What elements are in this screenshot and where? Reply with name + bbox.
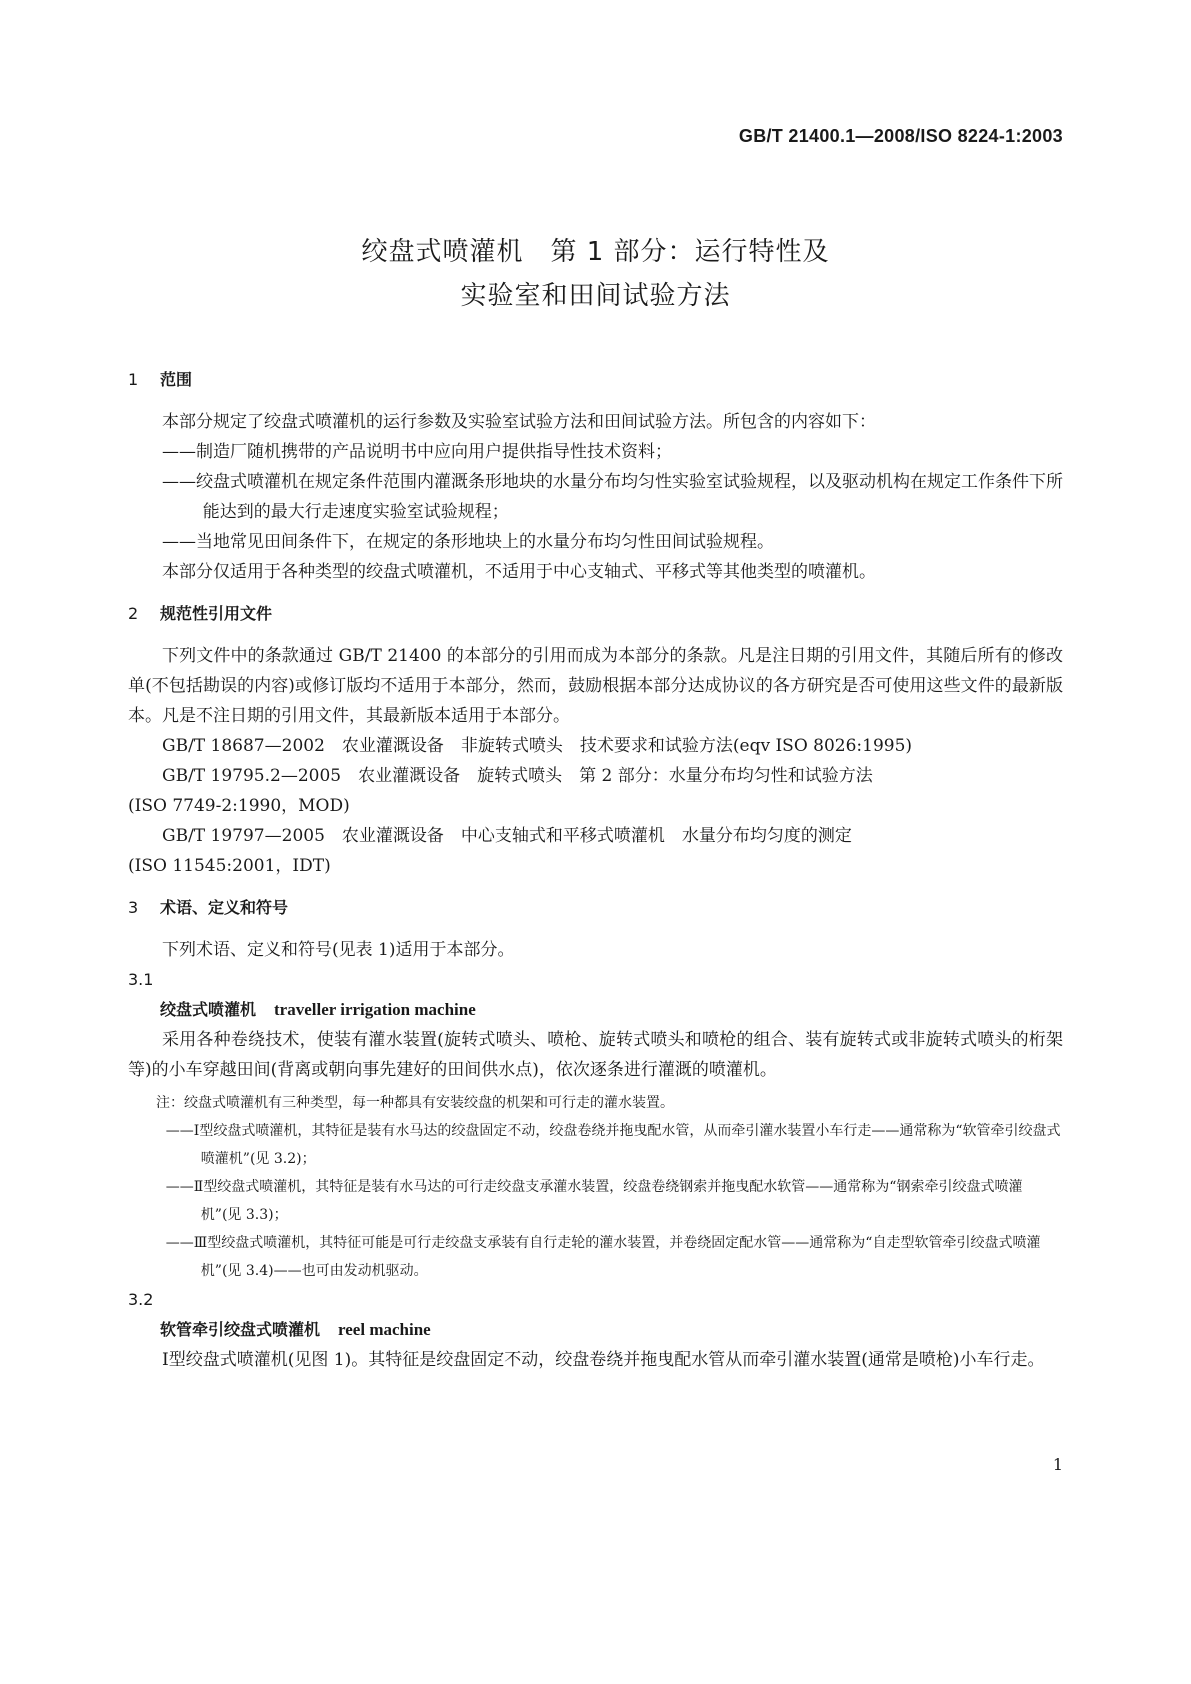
- section-heading: [128, 599, 1063, 629]
- paragraph: 下列术语、定义和符号(见表 1)适用于本部分。: [162, 940, 515, 960]
- term-heading: [160, 1315, 1063, 1345]
- page-number: 1: [1052, 1455, 1063, 1474]
- reference-entry-continuation: (ISO 11545:2001，IDT): [128, 856, 331, 876]
- reference-entry-continuation: (ISO 7749-2:1990，MOD): [128, 796, 350, 816]
- definition: 采用各种卷绕技术，使装有灌水装置(旋转式喷头、喷枪、旋转式喷头和喷枪的组合、装有旋转式或非旋转式喷头的桁架等)的小车穿越田间(背离或朝向事先建好的田间供水点)，依次逐条进行灌溉的喷灌机。: [128, 1030, 1063, 1080]
- section-heading: [128, 893, 1063, 923]
- paragraph: 本部分规定了绞盘式喷灌机的运行参数及实验室试验方法和田间试验方法。所包含的内容如下：: [162, 412, 876, 432]
- note-item: ——Ⅰ型绞盘式喷灌机，其特征是装有水马达的绞盘固定不动，绞盘卷绕并拖曳配水管，从而牵引灌水装置小车行走——通常称为“软管牵引绞盘式喷灌机”(见 3.2)；: [165, 1123, 1061, 1167]
- list-item: ——绞盘式喷灌机在规定条件范围内灌溉条形地块的水量分布均匀性实验室试验规程，以及驱动机构在规定工作条件下所能达到的最大行走速度实验室试验规程；: [162, 472, 1063, 522]
- note-item: ——Ⅲ型绞盘式喷灌机，其特征可能是可行走绞盘支承装有自行走轮的灌水装置，并卷绕固定配水管——通常称为“自走型软管牵引绞盘式喷灌机”(见 3.4)——也可由发动机驱动。: [165, 1235, 1041, 1279]
- document-title: [0, 230, 1191, 318]
- section-title: 术语、定义和符号: [160, 898, 289, 917]
- section-title: 范围: [160, 370, 193, 389]
- term-english: reel machine: [338, 1320, 431, 1339]
- title-line-1: 绞盘式喷灌机 第 1 部分：运行特性及: [361, 237, 830, 267]
- section-number: 3: [128, 898, 139, 917]
- standard-code: GB/T 21400.1—2008/ISO 8224-1:2003: [738, 126, 1063, 146]
- term-heading: [160, 995, 1063, 1025]
- dash-list: [128, 437, 1063, 557]
- subsection-number: 3.2: [128, 1290, 154, 1309]
- reference-entry: GB/T 19797—2005 农业灌溉设备 中心支轴式和平移式喷灌机 水量分布均匀度的测定: [162, 826, 852, 846]
- section-number: 1: [128, 370, 139, 389]
- document-body: [128, 365, 1063, 1375]
- term-chinese: 绞盘式喷灌机: [160, 1000, 257, 1019]
- term-chinese: 软管牵引绞盘式喷灌机: [160, 1320, 321, 1339]
- note-item: ——Ⅱ型绞盘式喷灌机，其特征是装有水马达的可行走绞盘支承灌水装置，绞盘卷绕钢索并拖曳配水软管——通常称为“钢索牵引绞盘式喷灌机”(见 3.3)；: [165, 1179, 1023, 1223]
- section-title: 规范性引用文件: [160, 604, 273, 623]
- list-item: ——当地常见田间条件下，在规定的条形地块上的水量分布均匀性田间试验规程。: [162, 532, 774, 552]
- title-line-2: 实验室和田间试验方法: [460, 281, 731, 311]
- paragraph: 下列文件中的条款通过 GB/T 21400 的本部分的引用而成为本部分的条款。凡是注日期的引用文件，其随后所有的修改单(不包括勘误的内容)或修订版均不适用于本部分，然而，鼓励根据本部分达成协议的各方研究是否可使用这些文件的最新版本。凡是不注日期的引用文件，其最新版本适用于本部分。: [128, 646, 1063, 726]
- section-number: 2: [128, 604, 139, 623]
- list-item: ——制造厂随机携带的产品说明书中应向用户提供指导性技术资料；: [162, 442, 672, 462]
- paragraph: 本部分仅适用于各种类型的绞盘式喷灌机，不适用于中心支轴式、平移式等其他类型的喷灌机。: [162, 562, 876, 582]
- subsection-number: 3.1: [128, 970, 154, 989]
- note: 注：绞盘式喷灌机有三种类型，每一种都具有安装绞盘的机架和可行走的灌水装置。: [156, 1095, 674, 1111]
- definition: Ⅰ型绞盘式喷灌机(见图 1)。其特征是绞盘固定不动，绞盘卷绕并拖曳配水管从而牵引灌水装置(通常是喷枪)小车行走。: [162, 1350, 1045, 1370]
- term-english: traveller irrigation machine: [274, 1000, 476, 1019]
- reference-entry: GB/T 18687—2002 农业灌溉设备 非旋转式喷头 技术要求和试验方法(eqv ISO 8026:1995): [162, 736, 913, 756]
- section-heading: [128, 365, 1063, 395]
- reference-entry: GB/T 19795.2—2005 农业灌溉设备 旋转式喷头 第 2 部分：水量分布均匀性和试验方法: [162, 766, 873, 786]
